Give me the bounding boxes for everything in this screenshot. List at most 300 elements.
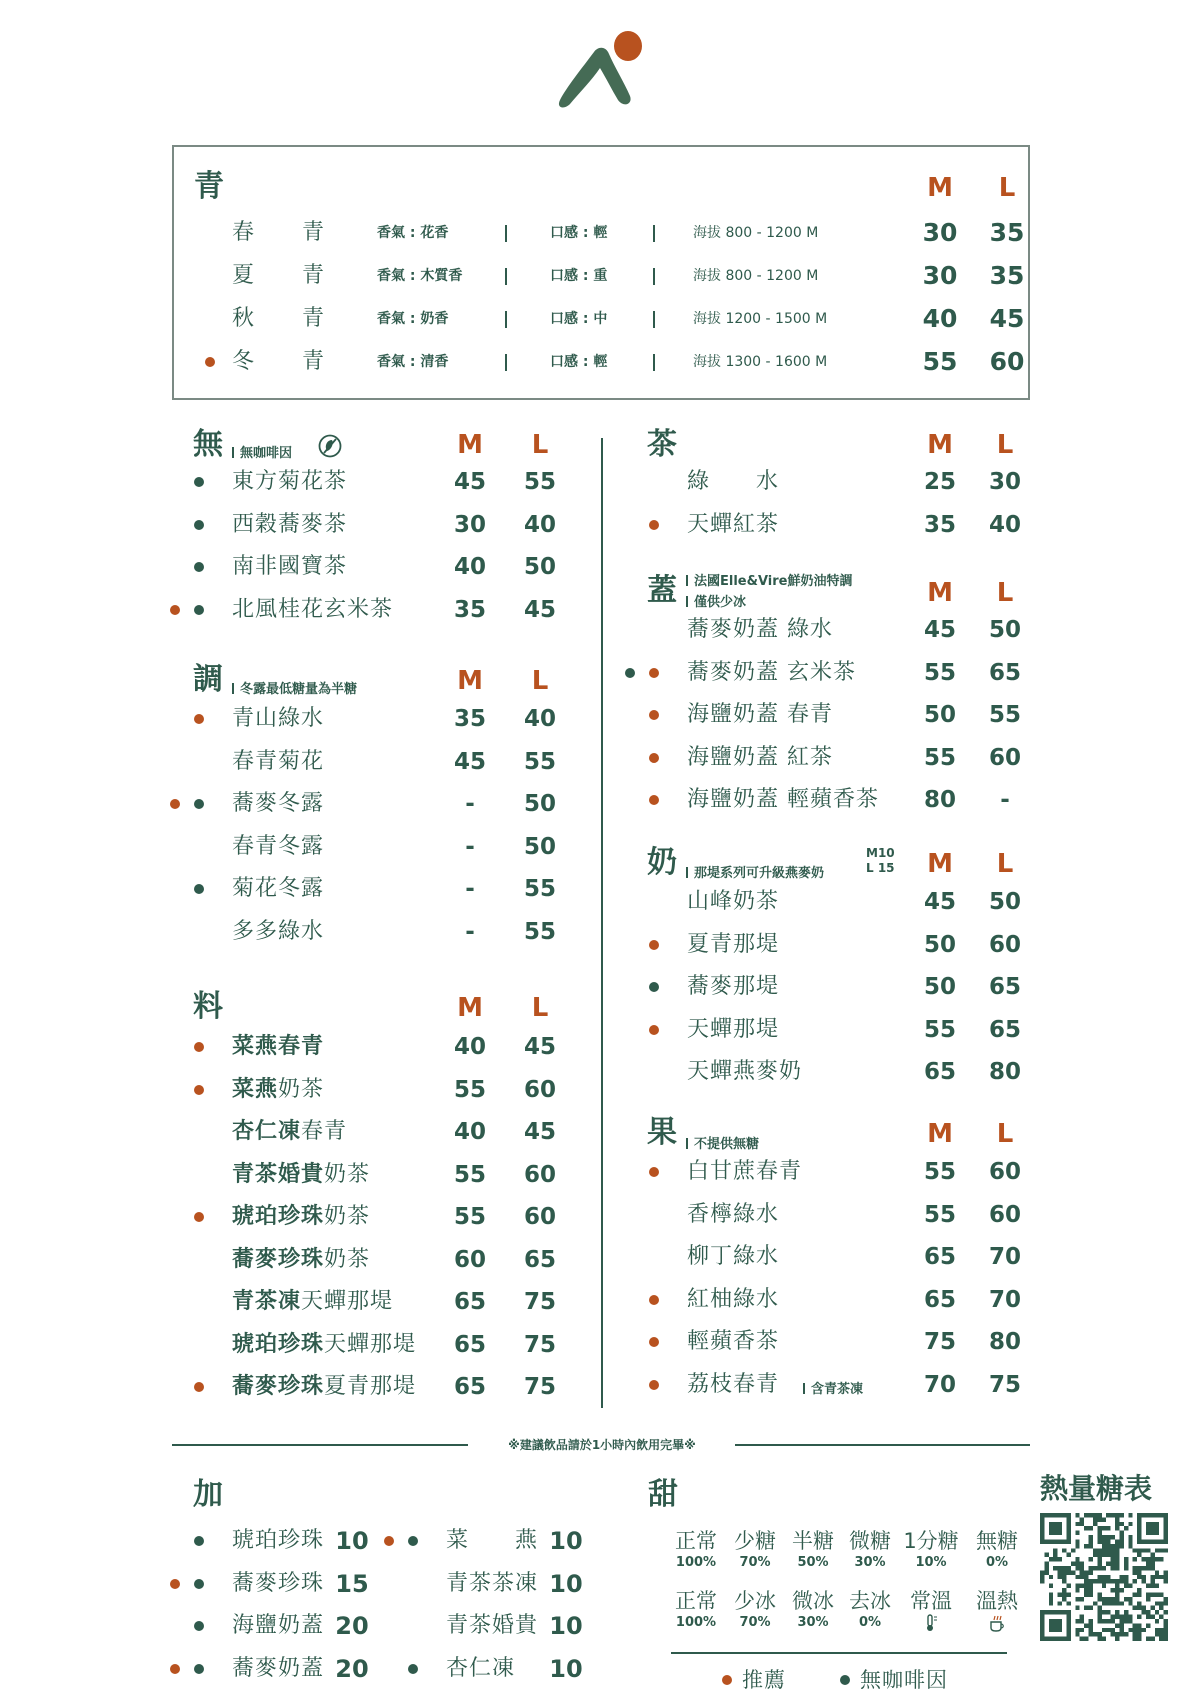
ice-level[interactable] [782,1588,844,1632]
gai-size-l: L [996,578,1014,608]
recommended-dot-icon [649,668,659,678]
size-m-header: M [927,173,953,203]
decaf-dot-icon [194,562,204,572]
item-name: 紅柚綠水 [687,1286,780,1312]
level-label: 無糖 [976,1529,1018,1553]
decaf-dot-icon [840,1675,850,1685]
price-l: 60 [523,1204,556,1230]
size-l-header: L [998,173,1016,203]
addon-price: 15 [335,1569,369,1598]
price-m: 65 [923,1059,956,1085]
item-name: 東方菊花茶 [232,469,348,494]
item-name: 青山綠水 [232,706,325,731]
tea-name-second: 青 [302,263,325,288]
price-l: 50 [523,833,556,860]
item-name: 海鹽奶蓋 紅茶 [687,744,833,770]
level-label: 正常 [675,1589,717,1613]
price-l: 60 [988,1159,1021,1185]
gai-note-1-text: 法國Elle&Vire鮮奶油特調 [694,574,853,589]
addon-price: 10 [549,1569,583,1598]
price-m: - [465,876,475,902]
price-m: 55 [453,1204,486,1230]
gai-title: 蓋 [647,573,677,608]
tea-taste: 口感 : 重 [550,268,608,284]
price-l: 60 [989,347,1025,376]
price-l: 40 [523,511,556,538]
tea-name-first: 春 [232,220,255,245]
price-l: 45 [523,596,556,623]
price-l: 70 [988,1244,1021,1270]
sugar-level[interactable] [839,1528,901,1572]
wu-title: 無 [193,427,223,462]
price-m: 40 [922,304,958,333]
item-name: 天蟬燕麥奶 [687,1059,803,1084]
price-l: 75 [988,1371,1021,1398]
price-m: 60 [453,1246,486,1273]
gai-item[interactable] [0,610,1200,650]
guo-title: 果 [647,1115,677,1150]
item-base: 奶茶 [324,1246,371,1272]
price-l: 60 [523,1161,556,1188]
decaf-dot-icon [649,982,659,992]
price-l: 50 [523,554,556,580]
price-l: 45 [989,304,1025,333]
guo-item[interactable] [0,1152,1200,1192]
sugar-level[interactable] [782,1528,844,1572]
item-name: 北風桂花玄米茶 [232,596,394,622]
item-topping: 琥珀珍珠 [232,1204,325,1229]
liao-size-l: L [531,993,549,1023]
price-m: 30 [922,261,958,290]
addon-item[interactable] [0,1564,640,1604]
notice-text: ※建議飲品請於1小時內飲用完畢※ [508,1438,696,1452]
guo-size-l: L [996,1119,1014,1149]
qr-code[interactable] [1040,1513,1168,1641]
guo-item[interactable] [0,1365,1200,1405]
addon-name: 海鹽奶蓋 [232,1613,325,1638]
tea-aroma: 香氣 : 清香 [377,354,449,370]
item-name: 香檸綠水 [687,1201,780,1227]
price-m: 35 [923,511,956,538]
price-m: 40 [453,554,486,580]
guo-note-text: 不提供無糖 [694,1137,760,1152]
tea-altitude: 海拔 800 - 1200 M [693,225,819,241]
price-m: 75 [923,1329,956,1355]
guo-item[interactable] [0,1322,1200,1362]
recommended-dot-icon [384,1536,394,1546]
price-m: 65 [923,1286,956,1313]
liao-title: 料 [193,989,223,1024]
item-topping: 菜燕春青 [232,1034,325,1059]
addon-price: 10 [549,1612,583,1640]
price-l: 75 [523,1331,556,1358]
item-name: 蕎麥奶蓋 綠水 [687,617,833,642]
item-topping: 青茶凍 [232,1289,302,1314]
price-m: 65 [923,1244,956,1270]
tea-name-second: 青 [302,306,325,331]
qing-title: 青 [194,169,224,204]
sugar-level[interactable] [724,1528,786,1572]
price-m: 40 [453,1034,486,1060]
decaf-dot-icon [408,1536,418,1546]
price-l: 80 [988,1059,1021,1085]
ice-level[interactable] [900,1588,962,1632]
notice-line-right [735,1444,1030,1446]
gai-item[interactable] [0,780,1200,820]
level-percent: 100% [675,1555,717,1570]
item-base: 天蟬那堤 [324,1331,417,1357]
diao-note-text: 冬露最低糖量為半糖 [240,682,358,697]
price-m: 25 [923,469,956,495]
ice-level[interactable] [966,1588,1028,1632]
recommended-dot-icon [649,753,659,763]
item-base: 奶茶 [278,1076,325,1102]
diao-size-m: M [457,666,483,696]
price-l: 70 [988,1286,1021,1313]
level-label: 常溫 [910,1589,952,1613]
recommended-dot-icon [649,1025,659,1035]
diao-title: 調 [193,662,223,697]
item-topping: 杏仁凍 [232,1119,302,1144]
price-m: 30 [922,218,958,247]
item-name: 白甘蔗春青 [687,1159,803,1184]
item-subnote [799,1378,863,1397]
recommended-dot-icon [649,940,659,950]
addon-name: 菜 燕 [446,1528,539,1553]
nai-size-m: M [927,849,953,879]
tea-name-first: 冬 [232,349,255,374]
price-m: - [465,833,475,860]
addon-item[interactable] [0,1649,640,1689]
wu-size-l: L [531,430,549,460]
recommended-dot-icon [205,357,215,367]
legend-decaf: 無咖啡因 [860,1668,948,1692]
recommended-dot-icon [649,1380,659,1390]
recommended-dot-icon [649,1295,659,1305]
tea-aroma: 香氣 : 花香 [377,225,449,241]
qing-item[interactable] [0,299,1200,339]
price-l: 60 [523,1076,556,1103]
price-m: 65 [453,1289,486,1315]
item-name: 春青冬露 [232,833,325,859]
separator [505,268,507,285]
item-name: 蕎麥那堤 [687,974,780,999]
item-name: 山峰奶茶 [687,889,780,914]
addon-price: 20 [335,1654,369,1683]
price-l: 60 [988,931,1021,958]
price-m: 50 [923,702,956,728]
item-name: 綠 水 [687,469,780,494]
item-name: 西穀蕎麥茶 [232,511,348,537]
item-base: 春青 [301,1119,348,1144]
price-m: 45 [923,617,956,643]
recommended-dot-icon [649,795,659,805]
addon-name: 琥珀珍珠 [232,1528,325,1553]
ice-level[interactable] [665,1588,727,1632]
price-m: 55 [453,1161,486,1188]
price-m: 30 [453,511,486,538]
nai-item[interactable] [0,882,1200,922]
item-topping: 蕎麥珍珠 [232,1374,325,1399]
level-label: 少糖 [734,1529,776,1553]
price-l: 55 [523,469,556,495]
separator [653,354,655,371]
nai-item[interactable] [0,1010,1200,1050]
diao-size-l: L [531,666,549,696]
calorie-chart-title: 熱量糖表 [1040,1472,1153,1505]
gai-note-2-text: 僅供少冰 [694,595,747,610]
price-m: 65 [453,1331,486,1358]
level-label: 溫熱 [976,1589,1018,1613]
price-l: 35 [989,261,1025,290]
price-m: 55 [923,1016,956,1043]
price-l: 65 [988,659,1021,686]
level-percent: 50% [797,1555,829,1570]
addon-name: 杏仁凍 [446,1655,539,1681]
item-topping: 蕎麥珍珠 [232,1246,325,1272]
guo-item[interactable] [0,1280,1200,1320]
item-topping: 菜燕 [232,1076,279,1102]
price-l: 55 [523,748,556,775]
price-m: 55 [923,1159,956,1185]
nai-item[interactable] [0,925,1200,965]
addon-price: 20 [335,1612,369,1640]
nai-title: 奶 [647,845,677,880]
tea-taste: 口感 : 輕 [550,225,608,241]
addon-item[interactable] [0,1606,640,1646]
price-l: 45 [523,1119,556,1145]
price-l: 50 [988,889,1021,915]
price-l: 60 [988,744,1021,771]
gai-item[interactable] [0,738,1200,778]
item-name: 輕蘋香茶 [687,1329,780,1354]
level-label: 正常 [675,1529,717,1553]
price-m: 55 [922,347,958,376]
level-label: 微冰 [792,1589,834,1613]
price-l: 40 [988,511,1021,538]
price-l: - [1000,787,1010,813]
price-l: 75 [523,1374,556,1400]
addon-price: 10 [549,1654,583,1683]
tea-name-second: 青 [302,220,325,245]
item-name: 海鹽奶蓋 輕蘋香茶 [687,787,879,812]
recommended-dot-icon [649,710,659,720]
sugar-level[interactable] [966,1528,1028,1572]
wu-size-m: M [457,430,483,460]
tea-aroma: 香氣 : 奶香 [377,311,449,327]
level-percent: 70% [739,1555,771,1570]
nai-upgrade-m: M10 [866,846,895,860]
price-m: 50 [923,974,956,1000]
level-percent: 100% [675,1615,717,1630]
addon-name: 青茶婚貴 [446,1613,539,1638]
qing-item[interactable] [0,256,1200,296]
item-base: 夏青那堤 [324,1374,417,1399]
price-l: 35 [989,218,1025,247]
price-l: 65 [988,974,1021,1000]
level-label: 少冰 [734,1589,776,1613]
nai-note [682,862,824,881]
price-m: - [465,791,475,817]
addon-name: 青茶茶凍 [446,1570,539,1596]
price-m: 45 [453,748,486,775]
price-m: 55 [923,659,956,686]
addon-item[interactable] [0,1521,640,1561]
price-m: 35 [453,596,486,623]
legend-divider [671,1652,1007,1654]
price-m: 65 [453,1374,486,1400]
level-percent: 0% [858,1615,882,1630]
tea-altitude: 海拔 1200 - 1500 M [693,311,828,327]
tea-altitude: 海拔 1300 - 1600 M [693,354,828,370]
guo-note [682,1133,759,1152]
price-m: 55 [453,1076,486,1103]
recommended-dot-icon [649,1167,659,1177]
hot-cup-icon [966,1614,1028,1632]
thermometer-icon [900,1614,962,1632]
price-l: 60 [988,1201,1021,1228]
notice-line-left [172,1444,468,1446]
cha-size-l: L [996,430,1014,460]
price-l: 75 [523,1289,556,1315]
item-name: 蕎麥奶蓋 玄米茶 [687,659,856,685]
sugar-level[interactable] [665,1528,727,1572]
price-m: 55 [923,744,956,771]
price-l: 40 [523,706,556,732]
price-m: - [465,918,475,945]
tea-altitude: 海拔 800 - 1200 M [693,268,819,284]
nai-item[interactable] [0,1052,1200,1092]
qing-item[interactable] [0,213,1200,253]
item-name: 蕎麥冬露 [232,791,325,816]
item-name: 春青菊花 [232,748,325,774]
item-name: 海鹽奶蓋 春青 [687,702,833,727]
level-label: 1分糖 [903,1529,959,1553]
item-subnote-text: 含青茶凍 [811,1381,864,1397]
cha-item[interactable] [0,462,1200,502]
gai-size-m: M [927,578,953,608]
item-name: 菊花冬露 [232,876,325,901]
separator [505,225,507,242]
gai-note-1 [682,570,852,589]
tea-aroma: 香氣 : 木質香 [377,268,463,284]
item-base: 天蟬那堤 [301,1289,394,1314]
logo-mark-icon [552,30,652,112]
sugar-level[interactable] [900,1528,962,1572]
gai-item[interactable] [0,695,1200,735]
price-l: 45 [523,1034,556,1060]
price-m: 55 [923,1201,956,1228]
separator [653,225,655,242]
recommended-dot-icon [649,1337,659,1347]
decaf-dot-icon [625,668,635,678]
tea-taste: 口感 : 中 [550,311,608,327]
addon-price: 10 [335,1527,369,1555]
item-topping: 青茶婚貴 [232,1161,325,1187]
tea-name-first: 夏 [232,263,255,288]
item-name [232,1112,347,1152]
level-percent: 0% [985,1555,1009,1570]
tea-taste: 口感 : 輕 [550,354,608,370]
price-l: 55 [523,876,556,902]
recommended-dot-icon [722,1675,732,1685]
level-percent: 70% [739,1615,771,1630]
price-m: 45 [453,469,486,495]
price-l: 50 [988,617,1021,643]
price-m: 50 [923,931,956,958]
price-l: 55 [523,918,556,945]
decaf-dot-icon [408,1664,418,1674]
liao-size-m: M [457,993,483,1023]
cha-title: 茶 [647,427,677,462]
item-name: 柳丁綠水 [687,1244,780,1269]
item-base: 奶茶 [324,1161,371,1187]
no-caffeine-icon [318,434,342,458]
jia-title: 加 [193,1477,223,1512]
addon-name: 蕎麥珍珠 [232,1570,325,1596]
legend-recommended: 推薦 [742,1668,786,1692]
level-label: 半糖 [792,1529,834,1553]
price-m: 70 [923,1371,956,1398]
nai-note-text: 那堤系列可升級燕麥奶 [694,866,825,881]
price-m: 40 [453,1119,486,1145]
price-l: 80 [988,1329,1021,1355]
logo [552,30,652,112]
price-m: 35 [453,706,486,732]
level-percent: 30% [854,1555,886,1570]
recommended-dot-icon [649,520,659,530]
tian-title: 甜 [648,1477,678,1512]
level-label: 去冰 [849,1589,891,1613]
item-topping: 琥珀珍珠 [232,1331,325,1357]
nai-item[interactable] [0,967,1200,1007]
guo-item[interactable] [0,1195,1200,1235]
separator [505,311,507,328]
item-base: 奶茶 [324,1204,371,1229]
level-percent: 30% [797,1615,829,1630]
price-l: 50 [523,791,556,817]
wu-note [228,442,292,461]
gai-note-2 [682,591,746,610]
cha-size-m: M [927,430,953,460]
addon-price: 10 [549,1527,583,1555]
price-l: 65 [988,1016,1021,1043]
price-l: 65 [523,1246,556,1273]
addon-name: 蕎麥奶蓋 [232,1655,325,1681]
guo-size-m: M [927,1119,953,1149]
ice-level[interactable] [724,1588,786,1632]
qing-item[interactable] [0,342,1200,382]
separator [653,268,655,285]
item-name: 多多綠水 [232,918,325,944]
level-label: 微糖 [849,1529,891,1553]
tea-name-second: 青 [302,349,325,374]
tea-name-first: 秋 [232,306,255,331]
item-name: 夏青那堤 [687,931,780,957]
ice-level[interactable] [839,1588,901,1632]
item-name: 南非國寶茶 [232,554,348,579]
guo-item[interactable] [0,1237,1200,1277]
item-name: 荔枝春青 [687,1371,780,1397]
price-l: 55 [988,702,1021,728]
nai-size-l: L [996,849,1014,879]
price-l: 30 [988,469,1021,495]
gai-item[interactable] [0,653,1200,693]
level-percent: 10% [915,1555,947,1570]
wu-note-text: 無咖啡因 [240,446,293,461]
separator [505,354,507,371]
cha-item[interactable] [0,505,1200,545]
